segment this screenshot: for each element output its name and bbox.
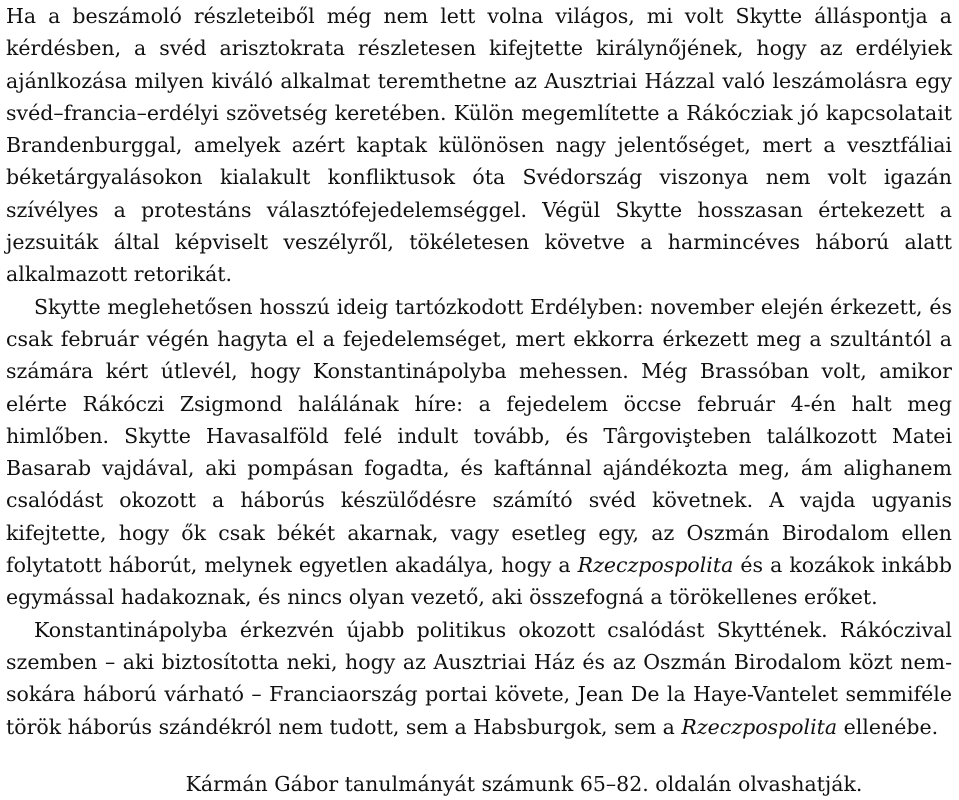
paragraph-2-text-start: Skytte meglehetősen hosszú ideig tartózkodott Erdélyben: november elején érkezett, és csak február végén hagyta el a fejedelemséget, mert ekkorra érkezett meg a szultántól a számára kért útlevél, hogy Konstantinápolyba mehessen. Még Brassóban volt, amikor elérte Rákóczi Zsigmond halálának híre: a fejedelem öccse február 4-én halt meg himlőben. Skytte Havasalföld felé indult tovább, és Târgovişteben találkozott Matei Basarab vajdával, aki pompásan fogadta, és kaftánnal ajándékozta meg, ám alighanem csalódást okozott a háborús készülődésre számító svéd követnek. A vajda ugyanis kifejtette, hogy ők csak békét akarnak, vagy esetleg egy, az Oszmán Birodalom ellen folytatott háborút, melynek egyetlen akadálya, hogy a xyxy=(6,294,952,578)
article-reference-note: Kármán Gábor tanulmányát számunk 65–82. oldalán olvashatják. xyxy=(185,771,863,796)
paragraph-3-italic-term: Rzeczpospolita xyxy=(681,714,838,739)
paragraph-2 xyxy=(6,291,952,614)
paragraph-2-text-end: és a kozákok inkább egymással hadakoznak, és nincs olyan vezető, aki összefogná a törökellenes erőket. xyxy=(6,553,952,610)
paragraph-1-text: Ha a beszámoló részleteiből még nem lett volna világos, mi volt Skytte álláspontja a kérdésben, a svéd arisztokrata részletesen kifejtette királynőjének, hogy az erdélyiek ajánlkozása milyen kiváló alkalmat teremthetne az Ausztriai Házzal való leszámolásra egy svéd–francia–erdélyi szövetség keretében. Külön megemlítette a Rákócziak jó kapcsolatait Brandenburggal, amelyek azért kaptak különösen nagy jelentőséget, mert a vesztfáliai béketárgyalásokon kialakult konfliktusok óta Svédország viszonya nem volt igazán szívélyes a protestáns választófejedelemséggel. Végül Skytte hosszasan értekezett a jezsuiták által képviselt veszélyről, tökéletesen követve a harmincéves háború alatt alkalmazott retorikát. xyxy=(6,4,952,287)
paragraph-2-italic-term: Rzeczpospolita xyxy=(577,553,734,578)
paragraph-3 xyxy=(6,614,952,743)
paragraph-1 xyxy=(6,0,952,291)
paragraph-3-text-end: ellenébe. xyxy=(837,714,939,739)
paragraph-3-text-start: Konstantinápolyba érkezvén újabb politikus okozott csalódást Skyttének. Rákóczival szemben – aki biztosította neki, hogy az Ausztriai Ház és az Oszmán Birodalom közt nemsokára háború várható – Franciaország portai követe, Jean De la Haye-Vantelet semmiféle török háborús szándékról nem tudott, sem a Habsburgok, sem a xyxy=(6,617,952,739)
